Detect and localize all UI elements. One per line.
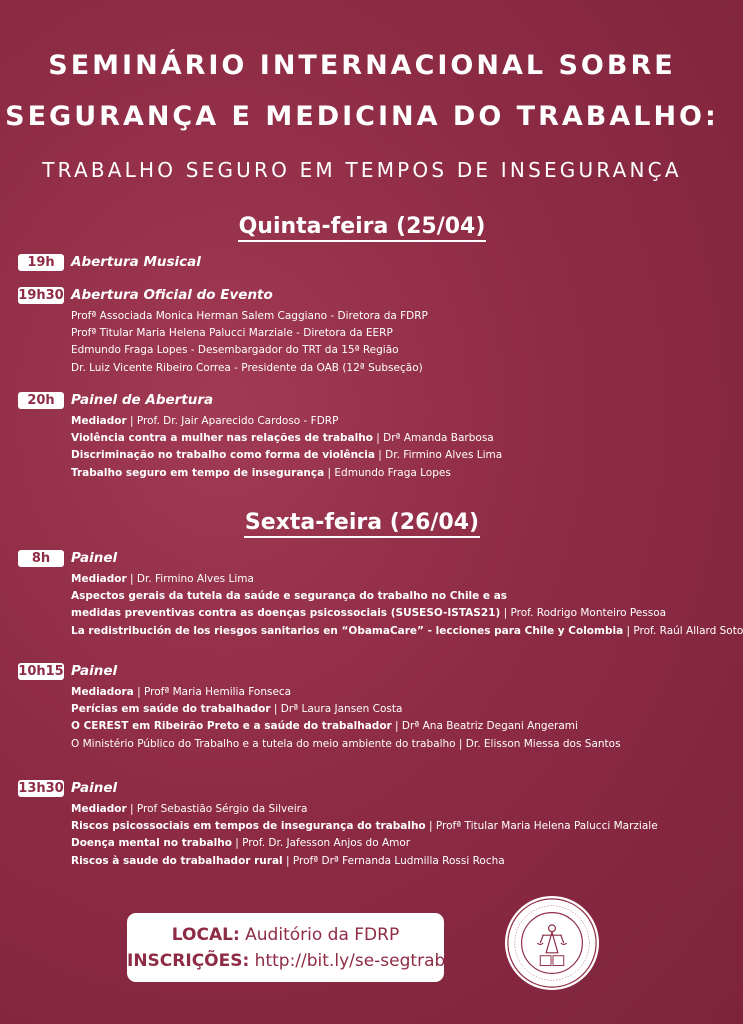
- slot-line: La redistribución de los riesgos sanitarios en “ObamaCare” - lecciones para Chile y Colombia | Prof. Raúl Allard Soto: [71, 624, 743, 637]
- slot-heading: Abertura Oficial do Evento: [71, 287, 273, 303]
- slot-heading: Painel de Abertura: [71, 392, 214, 408]
- slot-lines: [71, 684, 621, 753]
- slot-heading: Painel: [71, 550, 118, 566]
- slot-line: Profª Titular Maria Helena Palucci Marziale - Diretora da EERP: [71, 327, 393, 340]
- slot-line: Trabalho seguro em tempo de insegurança | Edmundo Fraga Lopes: [71, 466, 451, 479]
- page-title-line1: SEMINÁRIO INTERNACIONAL SOBRE: [48, 50, 676, 81]
- day1-label: Quinta-feira (25/04): [238, 214, 487, 242]
- slot-heading: Abertura Musical: [71, 254, 201, 270]
- time-badge: 19h30: [18, 288, 64, 303]
- day2-heading: [0, 510, 724, 535]
- page-subtitle: TRABALHO SEGURO EM TEMPOS DE INSEGURANÇA: [42, 158, 682, 182]
- slot-line: Aspectos gerais da tutela da saúde e segurança do trabalho no Chile e as: [71, 590, 508, 603]
- slot-line: Riscos psicossociais em tempos de insegurança do trabalho | Profª Titular Maria Helena Palucci Marziale: [71, 820, 658, 833]
- page-title-line2: SEGURANÇA E MEDICINA DO TRABALHO:: [5, 101, 719, 132]
- slot-line: Mediador | Prof Sebastião Sérgio da Silveira: [71, 803, 308, 815]
- slot-line: Edmundo Fraga Lopes - Desembargador do TRT da 15ª Região: [71, 344, 399, 357]
- slot-line: Doença mental no trabalho | Prof. Dr. Jafesson Anjos do Amor: [71, 837, 411, 850]
- slot-line: Profª Associada Monica Herman Salem Caggiano - Diretora da FDRP: [71, 310, 428, 322]
- slot-line: medidas preventivas contra as doenças psicossociais (SUSESO-ISTAS21) | Prof. Rodrigo Monteiro Pessoa: [71, 607, 667, 620]
- slot-lines: [71, 413, 502, 482]
- slot-line: Violência contra a mulher nas relações de trabalho | Drª Amanda Barbosa: [71, 432, 494, 445]
- slot-lines: [71, 801, 658, 870]
- slot-line: Perícias em saúde do trabalhador | Drª Laura Jansen Costa: [71, 703, 403, 716]
- registration-link[interactable]: http://bit.ly/se-segtrab: [249, 951, 446, 971]
- local-value: Auditório da FDRP: [239, 925, 400, 945]
- seal-outer: [505, 896, 599, 990]
- slot-line: O Ministério Público do Trabalho e a tutela do meio ambiente do trabalho | Dr. Elisson Miessa dos Santos: [71, 737, 621, 750]
- time-badge: 8h: [18, 550, 64, 567]
- slot-lines: [71, 308, 428, 377]
- slot-heading: Painel: [71, 780, 118, 796]
- local-label: LOCAL:: [171, 925, 240, 945]
- slot-line: Riscos à saude do trabalhador rural | Profª Drª Fernanda Ludmilla Rossi Rocha: [71, 854, 505, 867]
- day2-label: Sexta-feira (26/04): [244, 510, 480, 538]
- time-badge: 10h15: [18, 664, 64, 679]
- time-badge: 13h30: [18, 781, 64, 796]
- registration-label: INSCRIÇÕES:: [127, 951, 250, 971]
- slot-line: Mediador | Dr. Firmino Alves Lima: [71, 573, 254, 585]
- slot-lines: [71, 571, 743, 640]
- slot-line: O CEREST em Ribeirão Preto e a saúde do trabalhador | Drª Ana Beatriz Degani Angerami: [71, 720, 578, 733]
- faculty-seal-logo: [503, 894, 601, 992]
- slot-line: Dr. Luiz Vicente Ribeiro Correa - Presidente da OAB (12ª Subseção): [71, 361, 423, 374]
- slot-line: Discriminação no trabalho como forma de violência | Dr. Firmino Alves Lima: [71, 449, 503, 462]
- slot-line: Mediador | Prof. Dr. Jair Aparecido Cardoso - FDRP: [71, 415, 339, 427]
- info-box: [127, 913, 444, 982]
- registration-row: [127, 948, 444, 974]
- time-badge: 19h: [18, 254, 64, 271]
- slot-heading: Painel: [71, 663, 118, 679]
- local-row: [127, 922, 444, 948]
- time-badge: 20h: [18, 392, 64, 409]
- day1-heading: [0, 214, 724, 239]
- slot-line: Mediadora | Profª Maria Hemilia Fonseca: [71, 686, 292, 698]
